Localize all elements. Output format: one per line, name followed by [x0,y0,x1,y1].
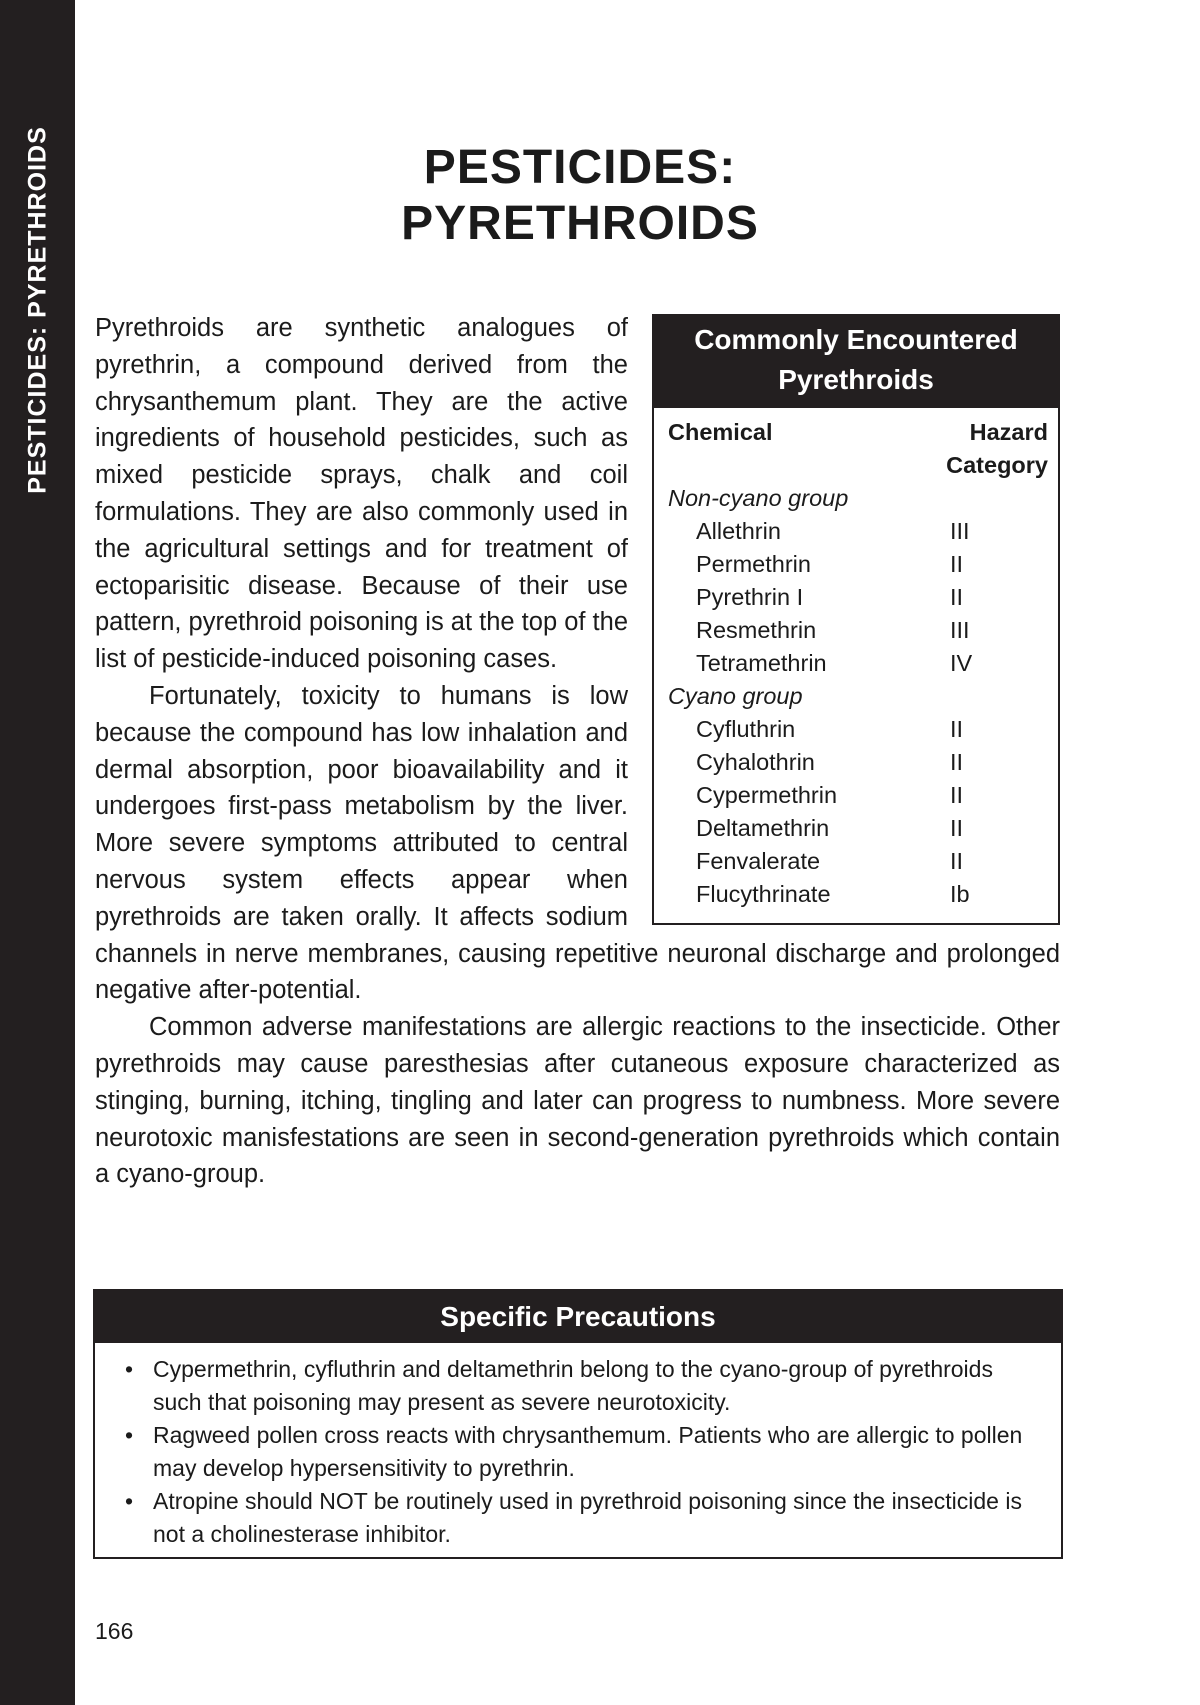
hazard-category: III [950,518,970,544]
table-row [668,878,1048,911]
body-paragraph: Pyrethroids are synthetic analogues of pyrethrin, a compound derived from the chrysanthemum plant. They are the active ingredients of household pesticides, such as mixed pesticide sprays, chalk and coil formulations. They are also commonly used in the agricultural settings and for treatment of ectoparisitic disease. Because of their use pattern, pyrethroid poisoning is at the top of the list of pesticide-induced poisoning cases. [95,314,629,674]
list-item: • Ragweed pollen cross reacts with chrysanthemum. Patients who are allergic to pollen may develop hypersensitivity to pyrethrin. [153,1419,1037,1485]
chemical-name: Permethrin [696,551,811,577]
table-row [668,614,1048,647]
table-column-headers [668,416,1048,482]
table-body [654,408,1058,923]
table-row [668,548,1048,581]
group-label: Cyano group [668,683,803,709]
table-row [668,647,1048,680]
column-header-hazard: Hazard Category [946,419,1049,478]
table-row [668,515,1048,548]
hazard-category: II [950,848,964,874]
page-title-line-1: PESTICIDES: [423,141,737,194]
precautions-heading: Specific Precautions [95,1291,1061,1343]
chemical-name: Resmethrin [696,617,817,643]
chemical-name: Fenvalerate [696,848,821,874]
hazard-category: II [950,584,964,610]
chemical-name: Pyrethrin I [696,584,804,610]
page-title-line-2: PYRETHROIDS [401,197,759,250]
page-title [300,140,860,252]
table-row [668,581,1048,614]
chemical-name: Tetramethrin [696,650,827,676]
hazard-category: Ib [950,881,970,907]
side-tab [0,0,75,1705]
chemical-name: Cypermethrin [696,782,838,808]
hazard-category: II [950,551,964,577]
side-tab-label: PESTICIDES: PYRETHROIDS [23,126,52,494]
chemical-name: Deltamethrin [696,815,830,841]
table-row [668,779,1048,812]
hazard-category: IV [950,650,973,676]
specific-precautions-box [93,1289,1063,1559]
table-heading [654,316,1058,408]
page-number: 166 [95,1618,134,1644]
hazard-category: II [950,716,964,742]
table-row [668,713,1048,746]
body-paragraph: Common adverse manifestations are allergic reactions to the insecticide. Other pyrethroids may cause paresthesias after cutaneous exposure characterized as stinging, burning, itching, tingling and later can progress to numbness. More severe neurotoxic manisfestations are seen in second-generation pyrethroids which contain a cyano-group. [95,1013,1060,1189]
column-header-chemical: Chemical [668,419,773,445]
table-row [668,845,1048,878]
hazard-category: II [950,815,964,841]
chemical-name: Allethrin [696,518,781,544]
table-heading-line-2: Pyrethroids [778,364,934,395]
main-content [95,310,1060,1193]
hazard-category: III [950,617,970,643]
table-row [668,746,1048,779]
chemical-name: Flucythrinate [696,881,831,907]
group-label: Non-cyano group [668,485,849,511]
precautions-list [95,1343,1061,1557]
hazard-category: II [950,782,964,808]
body-paragraph: Fortunately, toxicity to humans is low because the compound has low inhalation and dermal absorption, poor bioavailability and it undergoes first-pass metabolism by the liver. More severe symptoms attributed to central nervous system effects appear when pyrethroids are taken orally. It affects sodium channels in nerve membranes, causing repetitive neuronal discharge and prolonged negative after-potential. [95,681,1060,1005]
list-item: • Cypermethrin, cyfluthrin and deltamethrin belong to the cyano-group of pyrethroids such that poisoning may present as severe neurotoxicity. [153,1353,1037,1419]
chemical-name: Cyhalothrin [696,749,815,775]
table-heading-line-1: Commonly Encountered [694,324,1018,355]
hazard-category: II [950,749,964,775]
table-row [668,812,1048,845]
chemical-name: Cyfluthrin [696,716,796,742]
list-item: • Atropine should NOT be routinely used in pyrethroid poisoning since the insecticide is not a cholinesterase inhibitor. [153,1485,1037,1551]
pyrethroids-table [652,314,1060,925]
